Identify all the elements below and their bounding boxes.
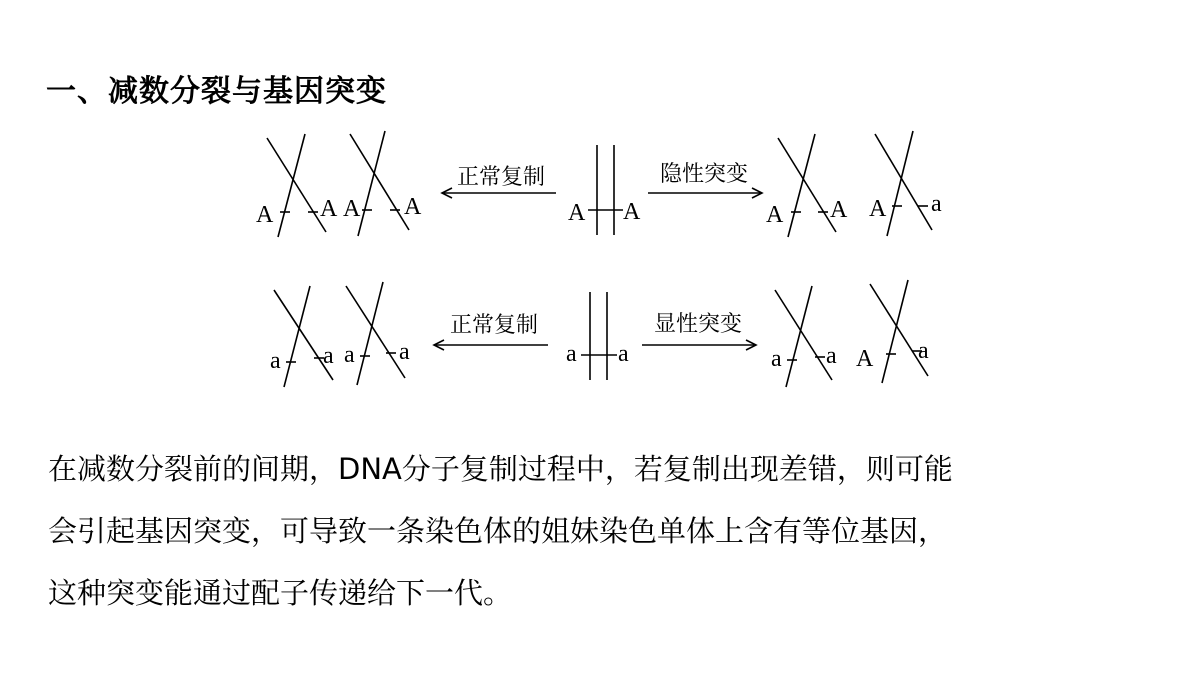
normal-replication-label-2: 正常复制 — [449, 313, 539, 338]
recessive-mutation-label: 隐性突变 — [659, 162, 749, 187]
paragraph-line: 在减数分裂前的间期，DNA分子复制过程中，若复制出现差错，则可能 — [48, 452, 953, 486]
allele-label: a — [931, 191, 942, 217]
allele-label: a — [344, 342, 355, 368]
allele-label: a — [618, 341, 629, 367]
allele-label: A — [856, 346, 874, 372]
allele-label: A — [568, 200, 586, 226]
normal-replication-label-1: 正常复制 — [456, 165, 546, 190]
dominant-mutation-label: 显性突变 — [653, 312, 743, 337]
allele-label: A — [623, 199, 641, 225]
paragraph-line: 这种突变能通过配子传递给下一代。 — [48, 576, 513, 610]
allele-label: a — [771, 346, 782, 372]
allele-label: A — [320, 196, 338, 222]
section-title: 一、减数分裂与基因突变 — [46, 74, 387, 109]
allele-label: A — [869, 196, 887, 222]
allele-label: A — [256, 202, 274, 228]
allele-label: A — [343, 196, 361, 222]
allele-label: a — [918, 338, 929, 364]
paragraph-line: 会引起基因突变，可导致一条染色体的姐妹染色单体上含有等位基因， — [48, 514, 948, 548]
explanation-paragraph — [48, 438, 1158, 624]
allele-label: a — [270, 348, 281, 374]
allele-label: a — [566, 341, 577, 367]
allele-label: A — [404, 194, 422, 220]
allele-label: a — [826, 343, 837, 369]
allele-label: A — [830, 197, 848, 223]
allele-label: A — [766, 202, 784, 228]
allele-label: a — [399, 339, 410, 365]
allele-label: a — [323, 343, 334, 369]
